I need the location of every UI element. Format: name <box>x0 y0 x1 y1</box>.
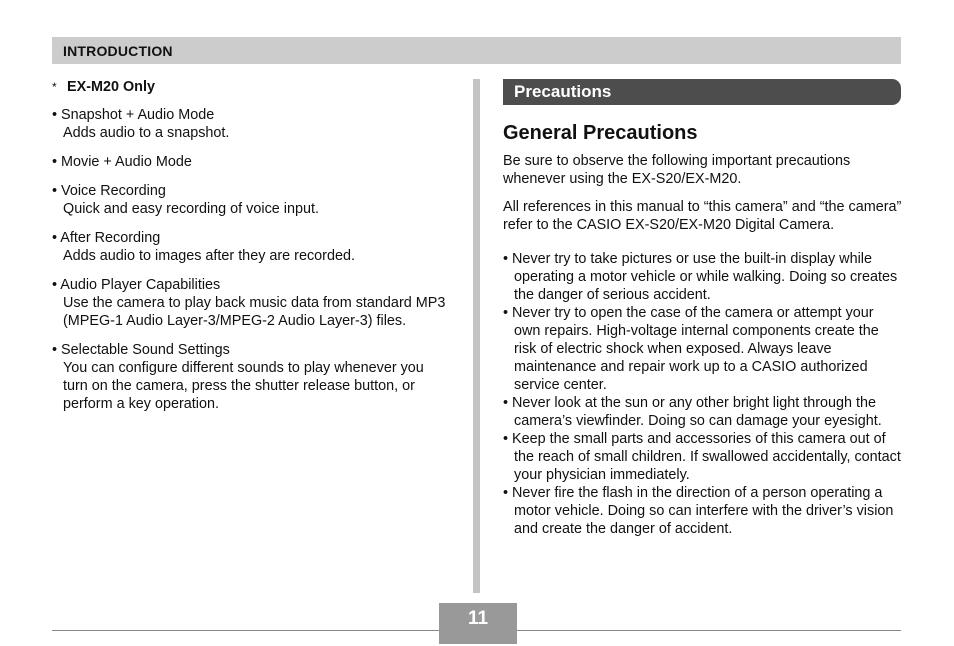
feature-desc: Use the camera to play back music data from standard MP3 (MPEG-1 Audio Layer-3/MPEG-2 Audio Layer-3) files. <box>63 295 446 329</box>
feature-item <box>52 341 452 413</box>
precautions-column <box>503 121 903 538</box>
feature-desc: You can configure different sounds to play whenever you turn on the camera, press the shutter release button, or perform a key operation. <box>63 360 424 412</box>
precaution-item: • Keep the small parts and accessories of this camera out of the reach of small children. If swallowed accidentally, contact your physician immediately. <box>503 431 901 483</box>
column-divider <box>473 79 480 593</box>
feature-item <box>52 182 452 218</box>
precaution-item: • Never try to take pictures or use the built-in display while operating a motor vehicle or while walking. Doing so creates the danger of serious accident. <box>503 251 898 303</box>
precaution-item: • Never fire the flash in the direction of a person operating a motor vehicle. Doing so can interfere with the driver’s vision and create the danger of accident. <box>503 485 894 537</box>
feature-item <box>52 229 452 265</box>
intro-paragraph: Be sure to observe the following important precautions whenever using the EX-S20/EX-M20. <box>503 153 851 187</box>
model-note <box>52 78 452 96</box>
feature-desc: Adds audio to images after they are recorded. <box>63 248 355 264</box>
page-heading: General Precautions <box>503 122 698 144</box>
page-number: 11 <box>467 608 489 629</box>
feature-item <box>52 153 452 171</box>
header-bar <box>52 37 901 64</box>
feature-title: • Snapshot + Audio Mode <box>52 107 215 123</box>
feature-title: • Selectable Sound Settings <box>52 342 230 358</box>
asterisk-marker: * <box>52 80 57 94</box>
feature-desc: Quick and easy recording of voice input. <box>63 201 319 217</box>
feature-title: • Movie + Audio Mode <box>52 154 192 170</box>
precaution-list <box>503 250 903 538</box>
intro-paragraph: All references in this manual to “this camera” and “the camera” refer to the CASIO EX-S20/EX-M20 Digital Camera. <box>503 199 902 233</box>
model-note-text: EX-M20 Only <box>67 79 155 95</box>
feature-title: • Voice Recording <box>52 183 166 199</box>
feature-desc: Adds audio to a snapshot. <box>63 125 230 141</box>
section-title: Precautions <box>514 82 612 101</box>
feature-item <box>52 276 452 330</box>
precaution-item: • Never try to open the case of the camera or attempt your own repairs. High-voltage internal components create the risk of electric shock when exposed. Always leave maintenance and repair work up to a CASIO authorized service center. <box>503 305 879 393</box>
feature-title: • Audio Player Capabilities <box>52 277 221 293</box>
precaution-item: • Never look at the sun or any other bright light through the camera’s viewfinder. Doing so can damage your eyesight. <box>503 395 882 429</box>
feature-title: • After Recording <box>52 230 161 246</box>
section-label: INTRODUCTION <box>63 43 173 59</box>
feature-item <box>52 106 452 142</box>
feature-list-column <box>52 78 452 424</box>
page-number-badge <box>439 603 517 644</box>
section-title-bar <box>503 79 901 105</box>
